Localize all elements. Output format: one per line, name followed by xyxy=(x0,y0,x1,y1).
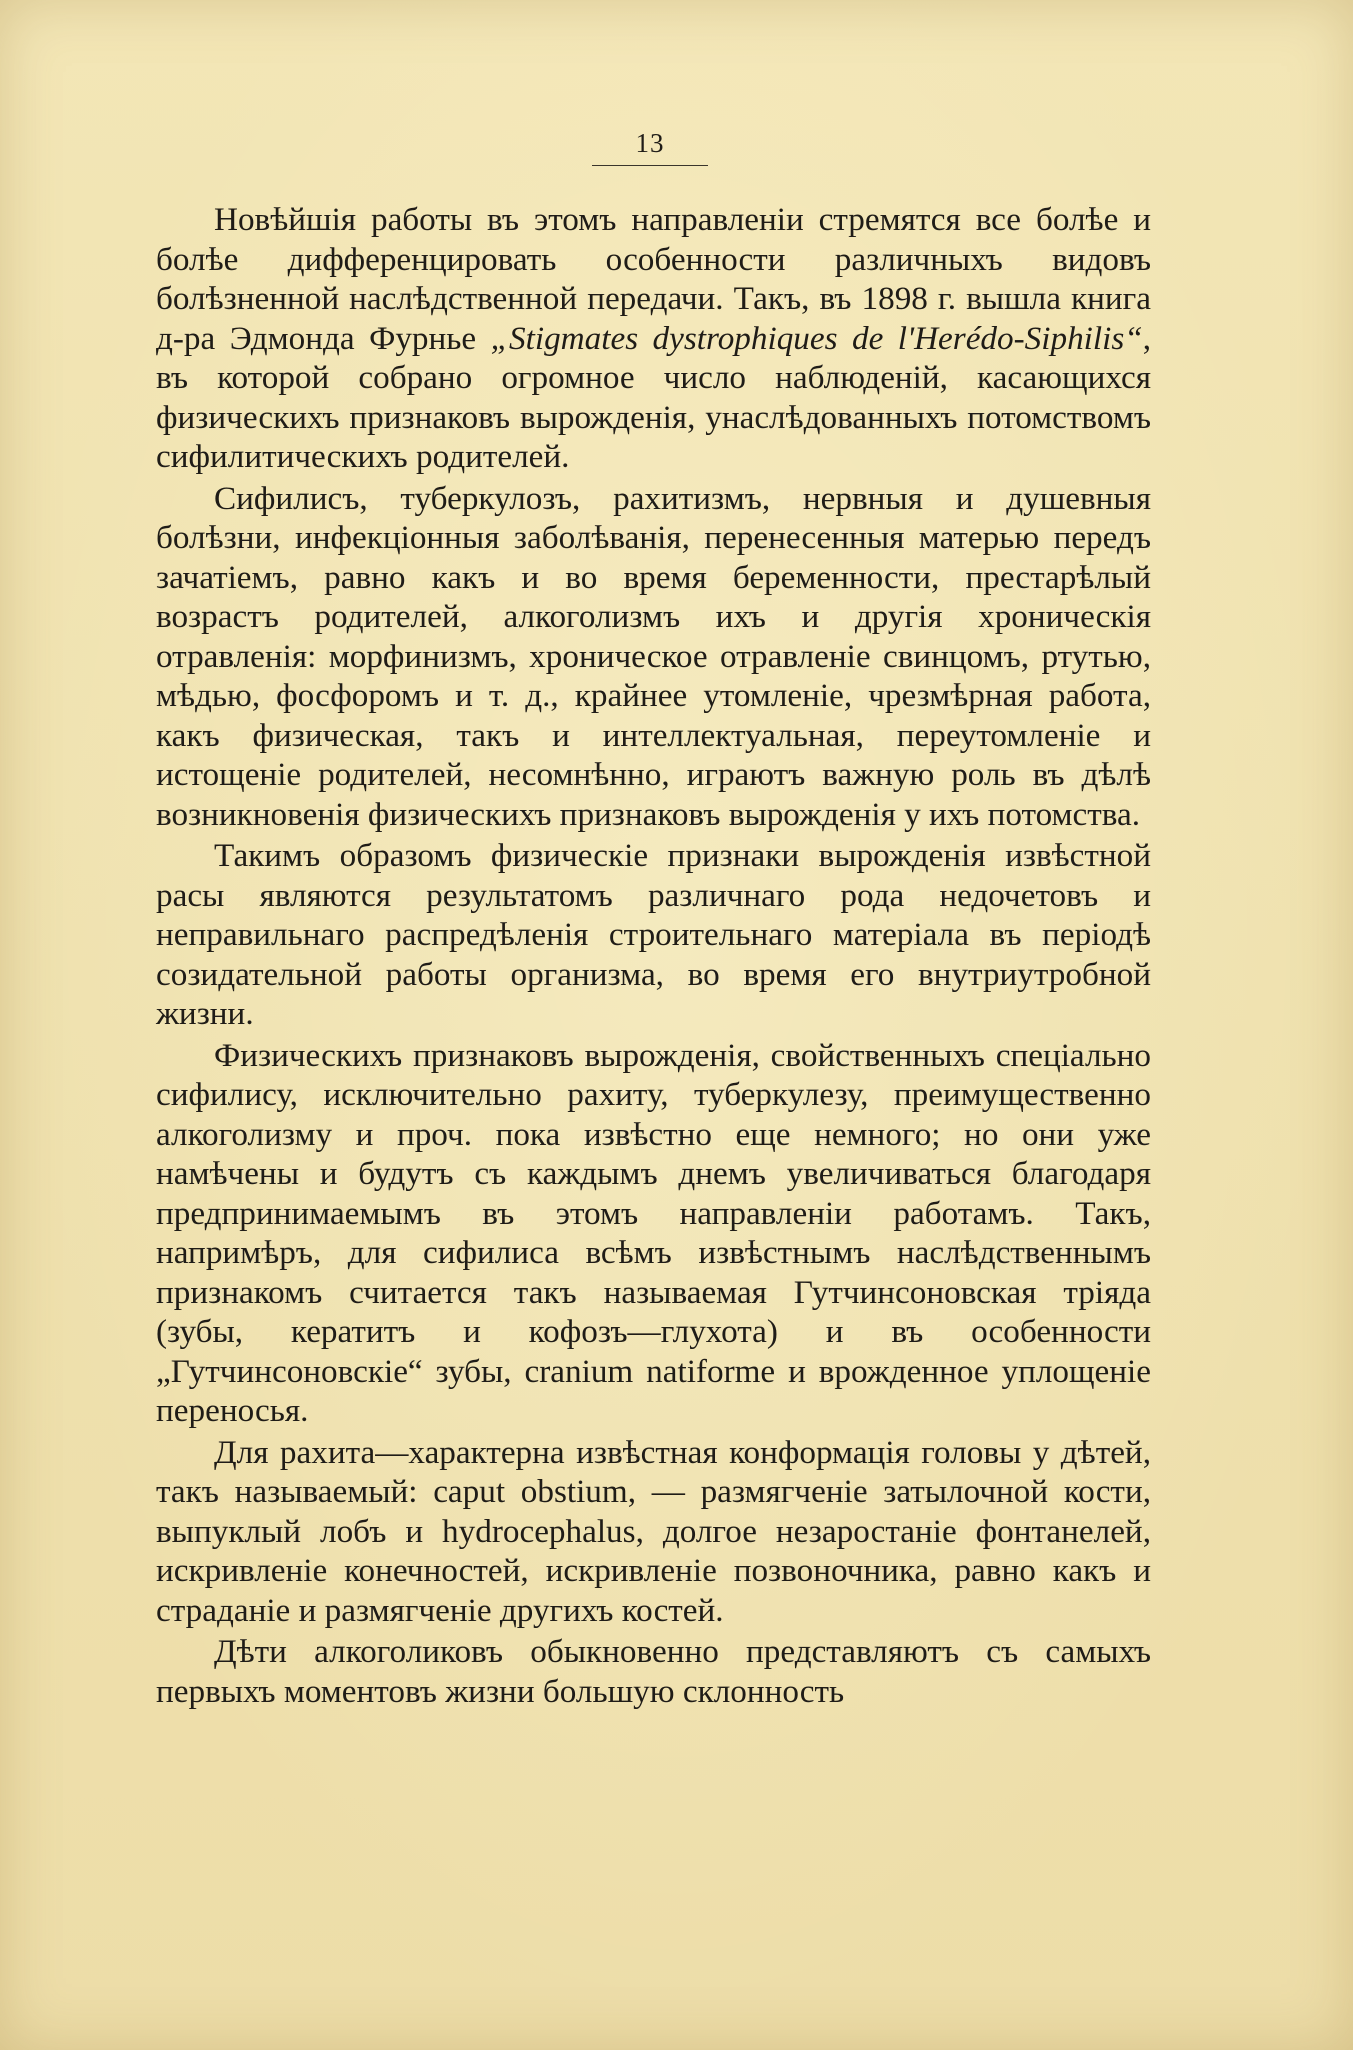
paragraph-rickets-signs: Для рахита—характерна извѣстная конформація головы у дѣтей, такъ называемый: caput obstium, — размягченіе затылочной кости, выпуклый лобъ и hydrocephalus, долгое незаростаніе фонтанелей, искривленіе конечностей, искривленіе позвоночника, равно какъ и страданіе и размягченіе другихъ костей. xyxy=(156,1433,1151,1629)
book-title-italic: „Stigmates dystrophiques de l'Herédo-Siphilis“ xyxy=(490,319,1143,357)
paragraph-alcoholics-children: Дѣти алкоголиковъ обыкновенно представляютъ съ самыхъ первыхъ моментовъ жизни большую склонность xyxy=(156,1633,1151,1710)
paragraph-causes: Сифилисъ, туберкулозъ, рахитизмъ, нервныя и душевныя болѣзни, инфекціонныя заболѣванія, перенесенныя матерью передъ зачатіемъ, равно какъ и во время беременности, престарѣлый возрастъ родителей, алкоголизмъ ихъ и другія хроническія отравленія: морфинизмъ, хроническое отравленіе свинцомъ, ртутью, мѣдью, фосфоромъ и т. д., крайнее утомленіе, чрезмѣрная работа, какъ физическая, такъ и интеллектуальная, переутомленіе и истощеніе родителей, несомнѣнно, играютъ важную роль въ дѣлѣ возникновенія физическихъ признаковъ вырожденія у ихъ потомства. xyxy=(156,479,1151,833)
paragraph-fournier-book xyxy=(156,200,1151,477)
page-number: 13 xyxy=(635,128,665,158)
body-text xyxy=(156,200,1151,1711)
paragraph-conclusion: Такимъ образомъ физическіе признаки вырожденія извѣстной расы являются результатомъ различнаго рода недочетовъ и неправильнаго распредѣленія строительнаго матеріала въ періодѣ созидательной работы организма, во время его внутриутробной жизни. xyxy=(156,837,1151,1032)
paragraph-text: , въ которой собрано огромное число наблюденій, касающихся физическихъ признаковъ вырожденія, унаслѣдованныхъ потомствомъ сифилитическихъ родителей. xyxy=(156,319,1151,475)
page-number-rule xyxy=(592,165,708,166)
paragraph-text: Новѣйшія работы въ этомъ направленіи стремятся все болѣе и болѣе дифференцировать особенности различныхъ видовъ болѣзненной наслѣдственной передачи. Такъ, въ 1898 г. вышла книга д-ра Эдмонда Фурнье xyxy=(156,201,1151,357)
paragraph-syphilis-signs: Физическихъ признаковъ вырожденія, свойственныхъ спеціально сифилису, исключительно рахиту, туберкулезу, преимущественно алкоголизму и проч. пока извѣстно еще немного; но они уже намѣчены и будутъ съ каждымъ днемъ увеличиваться благодаря предпринимаемымъ въ этомъ направленіи работамъ. Такъ, напримѣръ, для сифилиса всѣмъ извѣстнымъ наслѣдственнымъ признакомъ считается такъ называемая Гутчинсоновская тріяда (зубы, кератитъ и кофозъ—глухота) и въ особенности „Гутчинсоновскіе“ зубы, cranium natiforme и врожденное уплощеніе переносья. xyxy=(156,1036,1151,1429)
